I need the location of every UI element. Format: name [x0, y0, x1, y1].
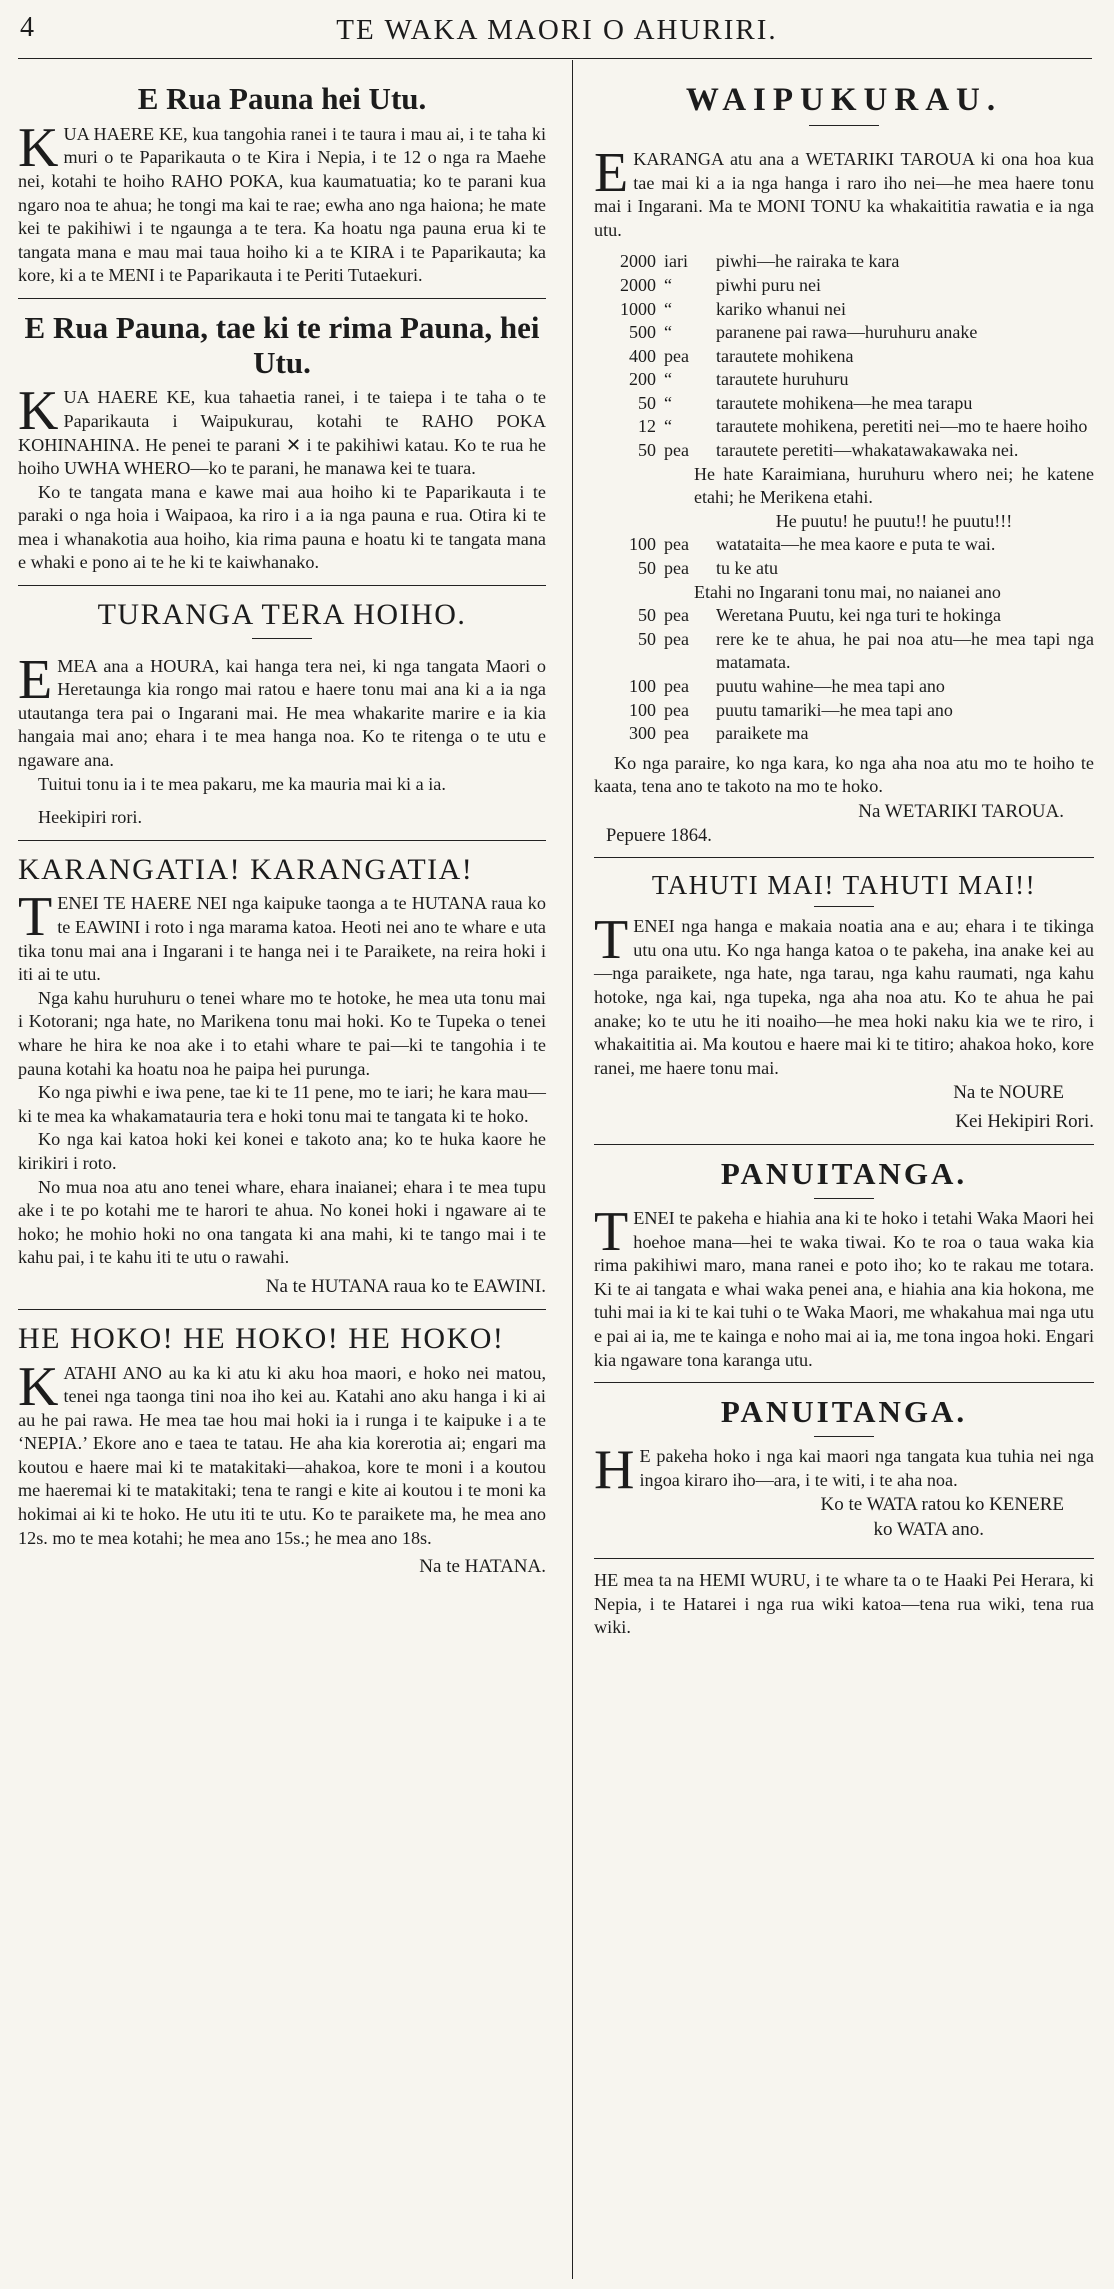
item-quantity: 50: [638, 440, 656, 461]
item-unit: pea: [664, 628, 689, 649]
printer-notice: [594, 1558, 1094, 1640]
article-body: KUA HAERE KE, kua tahaetia ranei, i te taiepa i te taha o te Paparikauta i Waipukurau, kotahi te RAHO POKA KOHINAHINA. He penei te parani ✕ i te pakihiwi katau. Ko te rua he hoiho UWHA WHERO—ko te parani, he manawa kei te tuara.: [18, 380, 546, 479]
drop-cap: K: [18, 116, 59, 179]
list-item: [594, 415, 1094, 439]
item-unit: pea: [664, 723, 689, 744]
item-description: tarautete huruhuru: [716, 369, 849, 390]
item-description: watataita—he mea kaore e puta te wai.: [716, 534, 996, 555]
drop-cap: K: [18, 380, 59, 443]
article-signature: Na WETARIKI TAROUA.: [858, 800, 1064, 822]
section-rule: [594, 857, 1094, 858]
item-quantity: 50: [638, 558, 656, 579]
item-unit: pea: [664, 558, 689, 579]
article-title: HE HOKO! HE HOKO! HE HOKO!: [18, 1321, 505, 1355]
list-item: [594, 675, 1094, 699]
title-rule: [809, 125, 879, 126]
item-quantity: 50: [638, 392, 656, 413]
item-unit: “: [664, 322, 672, 343]
article-date: Pepuere 1864.: [606, 825, 712, 846]
article-title: TURANGA TERA HOIHO.: [97, 598, 467, 632]
item-unit: pea: [664, 345, 689, 366]
article-body: Ko nga paraire, ko nga kara, ko nga aha noa atu mo te hoiho te kaata, tena ano te takoto na mo te hoko.: [594, 752, 1094, 797]
item-quantity: 12: [638, 416, 656, 437]
section-rule: [18, 840, 546, 841]
item-quantity: 500: [629, 322, 656, 343]
article-title: PANUITANGA.: [720, 1156, 968, 1192]
item-quantity: 50: [638, 605, 656, 626]
article-location: Heekipiri rori.: [38, 807, 143, 828]
item-quantity: 2000: [620, 274, 656, 295]
item-unit: “: [664, 392, 672, 413]
article-panuitanga-2: [594, 1395, 1094, 1542]
item-unit: “: [664, 298, 672, 319]
article-signature: ko WATA ano.: [873, 1519, 984, 1541]
item-quantity: 400: [629, 345, 656, 366]
article-body: TENEI nga hanga e makaia noatia ana e au; ehara i te tikinga utu ona utu. Ko nga hanga katoa o te pakeha, ina anake kei au—nga paraikete, nga hate, nga tarau, nga kahu raumati, nga kahu hotoke, nga kai, nga tupeka, nga aha noa atu. Ko te ahua he pai anake; ko te utu he iti noaiho—he mea hoki naku kia we te riro, i whakaititia ai. Ma koutou e haere mai ki te titiro; ahakoa hoko, kore ranei, me haere tonu mai.: [594, 909, 1094, 1078]
left-column: [18, 82, 546, 1579]
article-signature: Na te HUTANA raua ko te EAWINI.: [265, 1275, 546, 1297]
article-title: E Rua Pauna, tae ki te rima Pauna, hei Utu.: [24, 309, 540, 380]
item-description: kariko whanui nei: [716, 298, 846, 319]
article-body: TENEI te pakeha e hiahia ana ki te hoko i tetahi Waka Maori hei hoehoe mana—hei te waka tiwai. Ko te roa o taua waka kia rima pakihiwi maro, mana ranei e poto iho; ko te rakau me totara. Ki te ai tangata e whai waka penei ana, e hiahia ana kia hokona, me tuhi mai ia ki te kai tuhi o te Waka Maori, me whakahua mai nga utu e pai ai ia, me te kainga e noho mai ai ia, me tona ingoa hoki. Engari kia ngaware tona karanga utu.: [594, 1201, 1094, 1370]
item-description: puutu wahine—he mea tapi ano: [716, 676, 945, 697]
item-unit: pea: [664, 440, 689, 461]
article-tahuti-mai: [594, 870, 1094, 1134]
title-rule: [252, 638, 312, 639]
item-description: paranene pai rawa—huruhuru anake: [716, 322, 978, 343]
item-description: piwhi—he rairaka te kara: [716, 251, 900, 272]
newspaper-title: TE WAKA MAORI O AHURIRI.: [336, 14, 778, 46]
section-rule: [594, 1382, 1094, 1383]
item-unit: “: [664, 369, 672, 390]
drop-cap: K: [18, 1355, 59, 1418]
column-divider: [572, 60, 573, 2279]
section-rule: [594, 1144, 1094, 1145]
article-body: Ko nga piwhi e iwa pene, tae ki te 11 pene, mo te iari; he kara mau—ki te mea ka whakamatauria tera e hoki tonu mai te tangata ki te hoko.: [18, 1082, 546, 1126]
page-number: 4: [20, 12, 34, 43]
drop-cap: T: [594, 1201, 629, 1264]
article-signature: Na te NOURE: [953, 1082, 1064, 1104]
item-quantity: 100: [629, 699, 656, 720]
list-item: [594, 699, 1094, 723]
list-item: [594, 557, 1094, 581]
item-quantity: 50: [638, 628, 656, 649]
item-quantity: 200: [629, 369, 656, 390]
title-rule: [814, 1198, 874, 1199]
article-body: TENEI TE HAERE NEI nga kaipuke taonga a te HUTANA raua ko te EAWINI i roto i nga marama katoa. Heoti nei ano te whare e uta tika tonu mai ana i Ingarani i te hanga nei i te Paraikete, na reira hoki i iti ai te utu.: [18, 886, 546, 985]
article-he-hoko: [18, 1322, 546, 1579]
page-header: [0, 0, 1114, 60]
item-description: Weretana Puutu, kei nga turi te hokinga: [716, 605, 1001, 626]
list-item: [594, 321, 1094, 345]
section-rule: [18, 585, 546, 586]
item-quantity: 1000: [620, 298, 656, 319]
item-quantity: 2000: [620, 251, 656, 272]
item-unit: “: [664, 416, 672, 437]
article-body: Ko te tangata mana e kawe mai aua hoiho ki te Paparikauta i te paraki o nga hoia i Waipaoa, ka riro i a ia nga pauna e rua. Otira ki te mea i whanakotia aua hoiho, kia rima pauna e hoatu ki te tangata mana e whaki e pono ai te he ki te kaiwhanako.: [18, 481, 546, 573]
article-signature: Na te HATANA.: [419, 1556, 546, 1578]
item-quantity: 100: [629, 676, 656, 697]
drop-cap: E: [18, 648, 53, 711]
item-unit: pea: [664, 676, 689, 697]
article-waipukurau: [594, 82, 1094, 847]
item-unit: “: [664, 274, 672, 295]
article-title: PANUITANGA.: [720, 1394, 968, 1430]
article-body: KUA HAERE KE, kua tangohia ranei i te taura i mau ai, i te taha ki muri o te Paparikauta o te Kira i Nepia, i te 12 o nga ra Maehe nei, kotahi te hoiho RAHO POKA, kua kaumatuatia; ko te parani kua ngaro noa te ahua; he tongi ma kai te rae; ewha ano nga haiona; he mate kei te pakihiwi i te ngaunga a te tera. Ka hoatu nga pauna erua ki te tangata mana e mau mai taua hoiho ki a te KIRA i te Paparikauta; ka kore, ki a te MENI i te Paparikauta i te Periti Tutaekuri.: [18, 116, 546, 286]
list-item: [594, 628, 1094, 675]
item-description: paraikete ma: [716, 723, 809, 744]
item-description: tarautete mohikena, peretiti nei—mo te haere hoiho: [716, 416, 1088, 437]
item-quantity: 300: [629, 723, 656, 744]
list-item: [594, 722, 1094, 746]
item-quantity: 100: [629, 534, 656, 555]
article-body: Nga kahu huruhuru o tenei whare mo te hotoke, he mea uta tonu mai i Kotorani; nga hate, no Marikena tonu mai hoki. Ko te Tupeka o tenei whare he hira ke noa ake i to etahi whare te pai—ki te tangohia i te pauna kotahi ka hoatu noa he paipa hei purunga.: [18, 987, 546, 1079]
list-item: [594, 533, 1094, 557]
item-unit: pea: [664, 534, 689, 555]
right-column: [594, 82, 1094, 1640]
article-body: EKARANGA atu ana a WETARIKI TAROUA ki ona hoa kua tae mai ki a ia nga hanga i raro iho nei—he mea haere tonu mai i Ingarani. Ma te MONI TONU ka whakaititia rawatia e ia nga utu.: [594, 141, 1094, 240]
article-title: TAHUTI MAI! TAHUTI MAI!!: [651, 869, 1037, 900]
header-rule: [18, 58, 1092, 59]
article-saddles: [18, 598, 546, 830]
list-item: [594, 439, 1094, 463]
item-description: tarautete peretiti—whakatawakawaka nei.: [716, 440, 1019, 461]
drop-cap: H: [594, 1438, 635, 1501]
drop-cap: T: [18, 886, 53, 949]
article-signature: Kei Hekipiri Rori.: [955, 1111, 1094, 1133]
title-rule: [814, 1436, 874, 1437]
list-item: [594, 368, 1094, 392]
list-item: [594, 250, 1094, 274]
goods-list: [594, 250, 1094, 745]
item-description: tarautete mohikena—he mea tarapu: [716, 392, 973, 413]
printer-notice-text: HE mea ta na HEMI WURU, i te whare ta o te Haaki Pei Herara, ki Nepia, i te Hatarei i nga rua wiki katoa—tena rua wiki, tena rua wiki.: [594, 1570, 1094, 1638]
article-title: E Rua Pauna hei Utu.: [137, 81, 427, 116]
drop-cap: T: [594, 909, 629, 972]
list-note: He hate Karaimiana, huruhuru whero nei; he katene etahi; he Merikena etahi.: [694, 463, 1094, 508]
item-description: tu ke atu: [716, 558, 778, 579]
item-description: rere ke te ahua, he pai noa atu—he mea tapi nga matamata.: [716, 628, 1094, 673]
item-description: tarautete mohikena: [716, 345, 854, 366]
list-item: [594, 345, 1094, 369]
article-karangatia: [18, 853, 546, 1299]
list-note: He puutu! he puutu!! he puutu!!!: [775, 510, 1013, 531]
article-body: H E pakeha hoko i nga kai maori nga tangata kua tuhia nei nga ingoa kiraro iho—ara, i te witi, i te aha noa.: [594, 1438, 1094, 1501]
section-rule: [18, 298, 546, 299]
article-body: Tuitui tonu ia i te mea pakaru, me ka mauria mai ki a ia.: [38, 773, 446, 794]
list-item: [594, 274, 1094, 298]
drop-cap: E: [594, 141, 629, 204]
article-title: WAIPUKURAU.: [685, 82, 1003, 118]
article-body: KATAHI ANO au ka ki atu ki aku hoa maori, e hoko nei matou, tenei nga taonga tini noa iho kei au. Katahi ano aku hanga i ki ai au he pai rawa. He mea tae hou mai hoki ia i runga i te kaipuke i a te ‘NEPIA.’ Ekore ano e taea te tatau. He aha kia korerotia ai; engari ma koutou e haere mai ki te matakitaki—ahakoa, kore te moni i a koutou me haeremai ki te matakitaki; tena te rangi e kite ai koutou i te moni ka hokimai ai ki te hoko. He utu iti te utu. Ko te paraikete ma, he mea ano 12s. mo te mea kotahi; he mea ano 15s.; he mea ano 18s.: [18, 1355, 546, 1548]
section-rule: [18, 1309, 546, 1310]
article-body: EMEA ana a HOURA, kai hanga tera nei, ki nga tangata Maori o Heretaunga kia rongo mai ratou e haere tonu mai ana ki a ia nga utautanga tera pai o Ingarani mai. He mea whakarite marire e ia kia hangaia mai ano; ehara i te mea hanga noa. Ko te ritenga o te utu e ngaware ana.: [18, 648, 546, 771]
article-body: No mua noa atu ano tenei whare, ehara inaianei; ehara i te mea tupu ake i te po kotahi me te harori te ahua. No konei hoki i ngaware ai te hoko; he mohio hoki no ona tangata ki ana mahi, ki te tango mai i te kahu pai, i te kahu iti te utu o rawahi.: [18, 1176, 546, 1268]
article-title: KARANGATIA! KARANGATIA!: [18, 852, 474, 886]
item-description: piwhi puru nei: [716, 274, 821, 295]
item-unit: pea: [664, 699, 689, 720]
article-panuitanga-1: [594, 1157, 1094, 1372]
list-item: [594, 298, 1094, 322]
article-body: Ko nga kai katoa hoki kei konei e takoto ana; ko te huka kaore he kirikiri i roto.: [18, 1129, 546, 1173]
list-item: [594, 392, 1094, 416]
title-rule: [814, 906, 874, 907]
list-note: Etahi no Ingarani tonu mai, no naianei ano: [694, 581, 1001, 602]
item-description: puutu tamariki—he mea tapi ano: [716, 699, 953, 720]
article-lost-horse: [18, 82, 546, 288]
article-reward: [18, 311, 546, 575]
article-signature: Ko te WATA ratou ko KENERE: [820, 1494, 1064, 1516]
list-item: [594, 604, 1094, 628]
item-unit: iari: [664, 251, 688, 272]
item-unit: pea: [664, 605, 689, 626]
